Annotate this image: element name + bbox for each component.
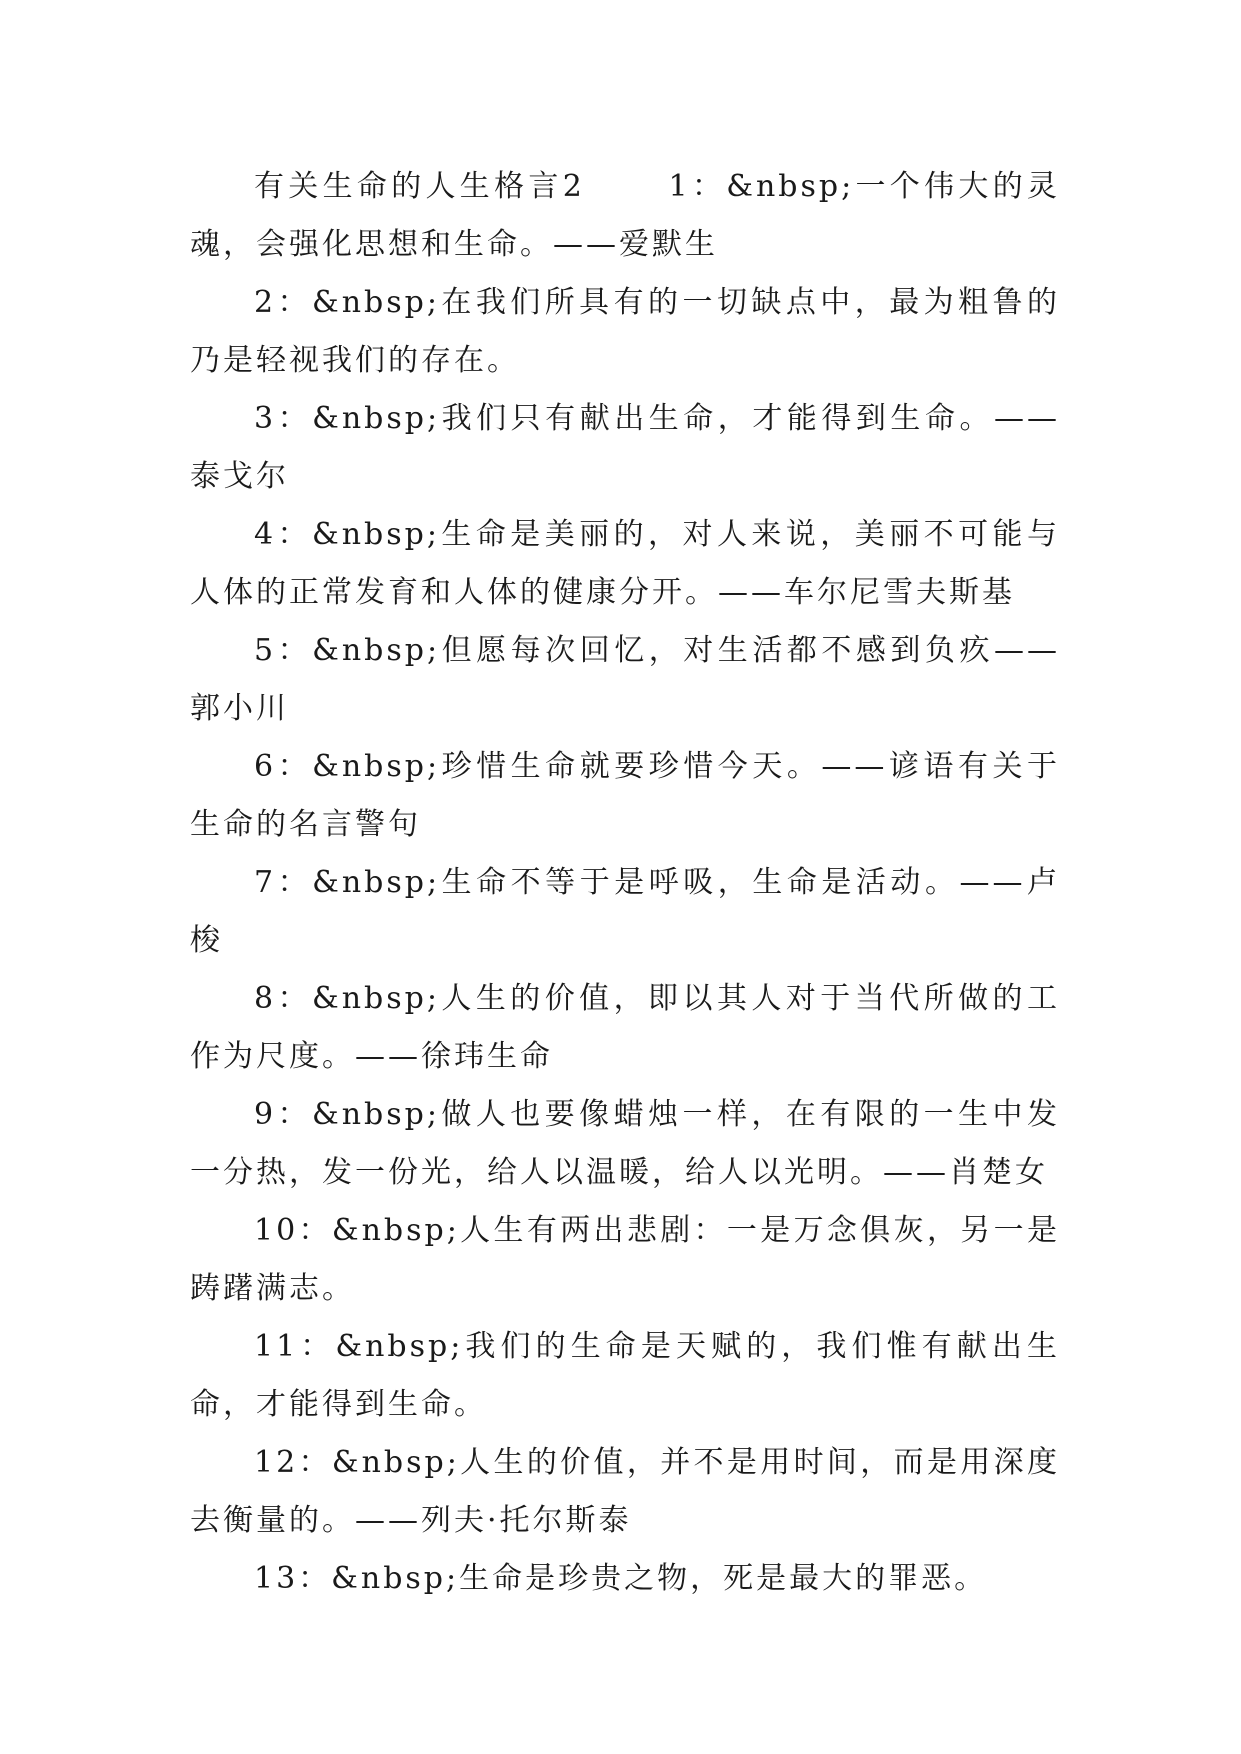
paragraph-13: 13：&nbsp;生命是珍贵之物，死是最大的罪恶。	[254, 1561, 988, 1596]
paragraph-3: 3：&nbsp;我们只有献出生命，才能得到生命。——泰戈尔	[190, 401, 1060, 494]
paragraph-8: 8：&nbsp;人生的价值，即以其人对于当代所做的工作为尺度。——徐玮生命	[190, 981, 1060, 1074]
paragraph-2: 2：&nbsp;在我们所具有的一切缺点中，最为粗鲁的乃是轻视我们的存在。	[190, 285, 1060, 378]
paragraph-10: 10：&nbsp;人生有两出悲剧：一是万念俱灰，另一是踌躇满志。	[190, 1213, 1060, 1306]
paragraph-12: 12：&nbsp;人生的价值，并不是用时间，而是用深度去衡量的。——列夫·托尔斯泰	[190, 1445, 1060, 1538]
paragraph-7: 7：&nbsp;生命不等于是呼吸，生命是活动。——卢梭	[190, 865, 1060, 958]
paragraph-6: 6：&nbsp;珍惜生命就要珍惜今天。——谚语有关于生命的名言警句	[190, 749, 1060, 842]
paragraph-4: 4：&nbsp;生命是美丽的，对人来说，美丽不可能与人体的正常发育和人体的健康分开。——车尔尼雪夫斯基	[190, 517, 1060, 610]
paragraph-5: 5：&nbsp;但愿每次回忆，对生活都不感到负疚——郭小川	[190, 633, 1060, 726]
document-body	[190, 158, 1060, 1608]
paragraph-9: 9：&nbsp;做人也要像蜡烛一样，在有限的一生中发一分热，发一份光，给人以温暖，给人以光明。——肖楚女	[190, 1097, 1060, 1190]
paragraph-1: 有关生命的人生格言2 1：&nbsp;一个伟大的灵魂，会强化思想和生命。——爱默生	[190, 169, 1060, 262]
paragraph-11: 11：&nbsp;我们的生命是天赋的，我们惟有献出生命，才能得到生命。	[190, 1329, 1060, 1422]
